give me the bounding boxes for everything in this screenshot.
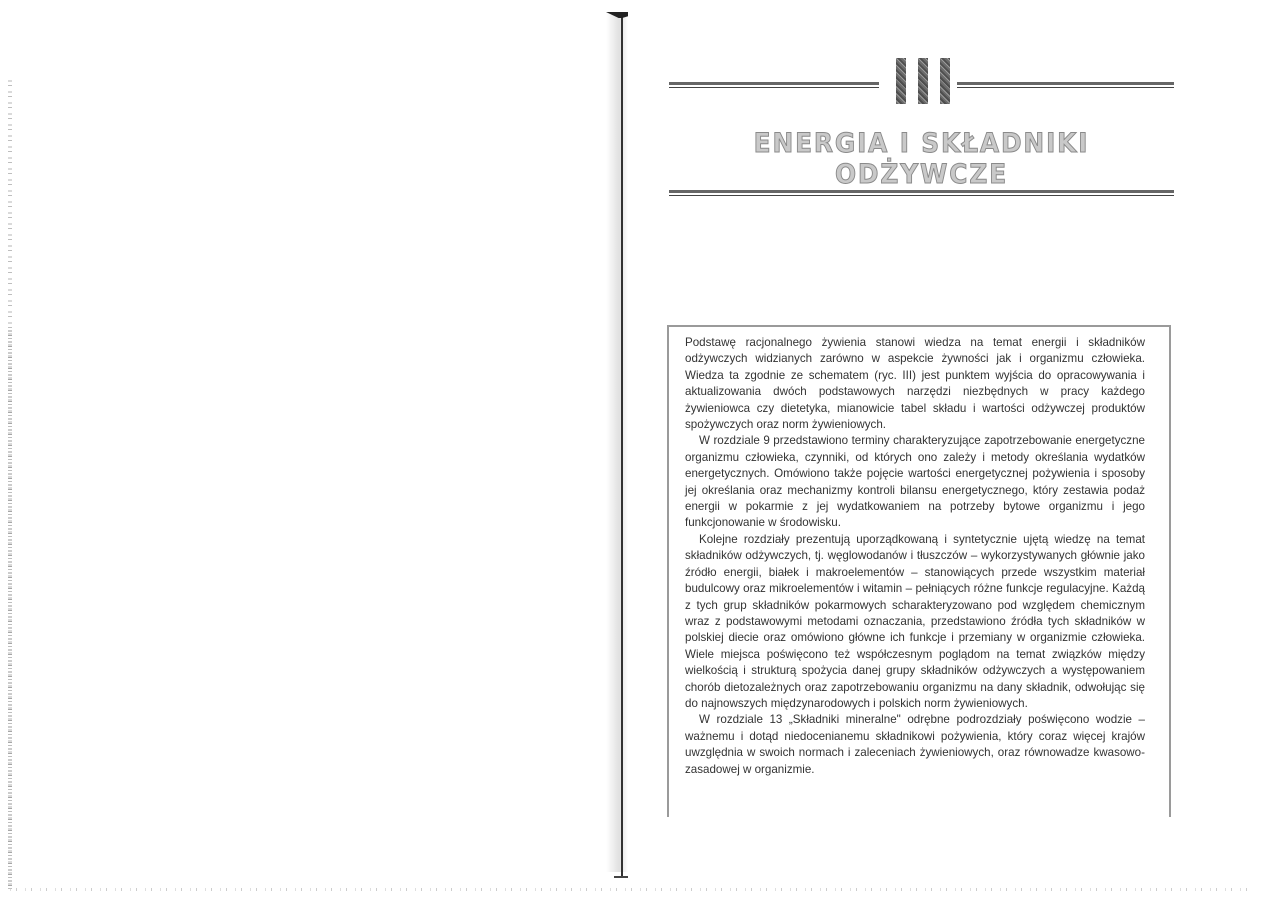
scan-edge-artifact-dense: [8, 330, 12, 890]
header-rule-left: [669, 82, 879, 88]
roman-bar-3: [940, 58, 950, 104]
header-rule-right: [957, 82, 1174, 88]
binding-gutter-line: [621, 12, 623, 877]
chapter-title: ENERGIA I SKŁADNIKI ODŻYWCZE: [753, 128, 1090, 190]
left-page-blank: [0, 0, 622, 899]
intro-paragraph-3: Kolejne rozdziały prezentują uporządkowaną i syntetycznie ujętą wiedzę na temat składników odżywczych, tj. węglowodanów i tłuszczów – wykorzystywanych głównie jako źródło energii, białek i makroelementów – stanowiących przede wszystkim materiał budulcowy oraz mikroelementów i witamin – pełniących różne funkcje regulacyjne. Każdą z tych grup składników pokarmowych scharakteryzowano pod względem chemicznym wraz z podstawowymi metodami oznaczania, przedstawiono źródła tych składników w polskiej diecie oraz omówiono główne ich funkcje i przemiany w organizmie człowieka. Wiele miejsca poświęcono też współczesnym poglądom na temat związków między wielkością i strukturą spożycia danej grupy składników odżywczych a występowaniem chorób dietozależnych oraz zapotrzebowaniu organizmu na dany składnik, odwołując się do najnowszych międzynarodowych i polskich norm żywieniowych.: [685, 532, 1145, 710]
intro-paragraph-2: W rozdziale 9 przedstawiono terminy charakteryzujące zapotrzebowanie energetyczne organizmu człowieka, czynniki, od których ono zależy i metody określania wydatków energetycznych. Omówiono także pojęcie wartości energetycznej pożywienia i sposoby jej określania oraz mechanizmy kontroli bilansu energetycznego, który zestawia podaż energii w pokarmie z jej wydatkowaniem na potrzeby bytowe organizmu i jego funkcjonowanie w środowisku.: [685, 434, 1145, 530]
binding-gutter-shadow: [606, 12, 628, 872]
intro-paragraph-1: Podstawę racjonalnego żywienia stanowi wiedza na temat energii i składników odżywczych widzianych zarówno w aspekcie żywności jak i organizmu człowieka. Wiedza ta zgodnie ze schematem (ryc. III) jest punktem wyjścia do opracowywania i aktualizowania dwóch podstawowych narzędzi niezbędnych w pracy każdego żywieniowca czy dietetyka, mianowicie tabel składu i wartości odżywczej produktów spożywczych oraz norm żywieniowych.: [685, 336, 1145, 432]
roman-bar-1: [896, 58, 906, 104]
scan-bottom-noise: [10, 888, 1250, 891]
header-rule-bottom: [669, 190, 1174, 196]
intro-text: [685, 335, 1145, 778]
intro-paragraph-4: W rozdziale 13 „Składniki mineralne" odrębne podrozdziały poświęcono wodzie – ważnemu i dotąd niedocenianemu składnikowi pożywienia, który coraz więcej krajów uwzględnia w swoich normach i zaleceniach żywieniowych, oraz równowadze kwasowo-zasadowej w organizmie.: [685, 713, 1145, 776]
part-number-roman-numeral: [893, 58, 953, 104]
intro-text-box: [667, 325, 1171, 817]
roman-bar-2: [918, 58, 928, 104]
